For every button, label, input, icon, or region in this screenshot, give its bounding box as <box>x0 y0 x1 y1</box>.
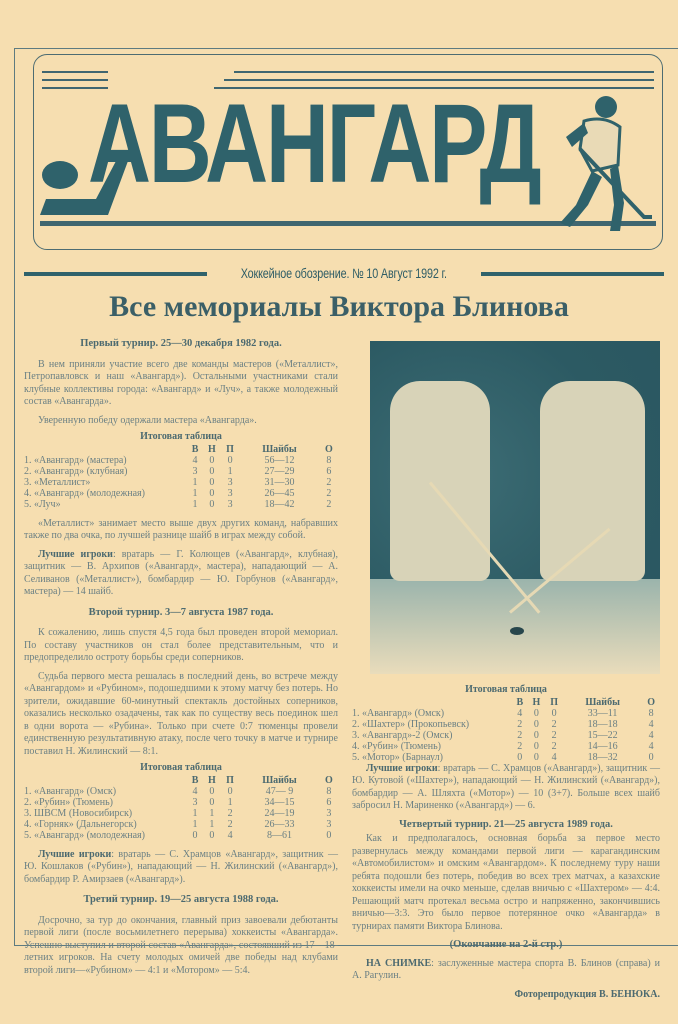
page-headline: Все мемориалы Виктора Блинова <box>109 290 569 323</box>
best-players-2: Лучшие игроки: вратарь — С. Храмцов «Авангард», защитник — Ю. Кошлаков («Рубин»), нападающий — Н. Жилинский («Авангард»), бомбардир Р. Амирзаев («Авангард»). <box>24 848 338 885</box>
tournament-1-heading: Первый турнир. 25—30 декабря 1982 года. <box>80 338 282 349</box>
best-players-3: Лучшие игроки: вратарь — С. Храмцов («Авангард»), защитник — Ю. Кутовой («Шахтер»), нападающий — Н. Жилинский («Авангард»), бомбардир — А. Шляхта («Мотор») — 10 (3+7). Больше всех шайб забросил Н. Мариненко («Авангард») — 6. <box>352 762 660 811</box>
tournament-1-para: В нем приняли участие всего две команды мастеров («Металлист», Петропавловск и наш «Авангард»). Остальными участниками стали клубные коллективы города: «Авангард» и «Луч», а также молодежный состав «Авангарда». <box>24 358 338 407</box>
right-column <box>352 684 660 1001</box>
tournament-2-heading: Второй турнир. 3—7 августа 1987 года. <box>88 606 274 618</box>
masthead-title: АВАНГАРД <box>88 81 540 206</box>
table-row: 5. «Мотор» (Барнаул) 0 0 4 18—32 0 <box>352 751 654 763</box>
table-row: 5. «Авангард» (молодежная) 0 0 4 8—61 0 <box>24 829 332 841</box>
table-title: Итоговая таблица <box>140 762 222 773</box>
best-players-1: Лучшие игроки: вратарь — Г. Колющев («Авангард», клубная), защитник — В. Архипов («Авангард», мастера), нападающий — А. Селиванов («Металлист»), бомбардир — Ю. Горбунов («Авангард», мастера) — 14 шайб. <box>24 548 339 597</box>
standings-table-2: В Н П Шайбы О 1. «Авангард» (Омск) 4 0 0 47— 9 8 2. «Рубин» (Тюмень) 3 0 1 34—15 6 3. ШВСМ (Новосибирск) 1 1 2 24—19 3 4. «Горняк» (Дальнегорск) 1 1 2 26—33 3 5. «Авангард» (молодежная) 0 0 4 8—61 0 <box>24 775 338 841</box>
tournament-2-para: Судьба первого места решалась в последний день, во встрече между «Авангардом» и «Рубином», подошедшими к этому матчу без потерь. Но зрители, ожидавшие 60-минутный спектакль достойных соперников, оказались несколько озадачены, так как по существу весь поединок шел в одни ворота — «Рубина». Только при счете 0:7 тюменцы провели единственную результативную атаку, после чего точку в матче и турнире поставил Н. Жилинский — 8:1. <box>24 670 338 757</box>
puck-icon <box>510 627 524 635</box>
tournament-4-para: Как и предполагалось, основная борьба за первое место развернулась между командами первой лиги — карагандинским «Автомобилистом» и омским «Авангардом». К последнему туру наши ребята подошли без потерь, победив во всех трех матчах, а казахские хоккеисты имели на очко меньше, сделав вничью с «Шахтером» — 4:4. Решающий матч протекал весьма остро и напряженно, закончившись вничью—3:3. Это было первое потерянное очко «Авангарда» в турнирах памяти Виктора Блинова. <box>352 833 660 932</box>
table-title: Итоговая таблица <box>465 684 547 695</box>
tournament-2-para: К сожалению, лишь спустя 4,5 года был проведен второй мемориал. По составу участников он стал более представительным, что и предопределило остроту борьбы среди соперников. <box>24 627 338 663</box>
photo-caption: НА СНИМКЕ: заслуженные мастера спорта В. Блинов (справа) и А. Рагулин. <box>352 957 660 981</box>
table-row: 1. «Авангард» (Омск) 4 0 0 47— 9 8 <box>24 785 332 797</box>
photo-hockey-players <box>370 341 660 674</box>
table-title: Итоговая таблица <box>140 431 222 442</box>
standings-table-3: В Н П Шайбы О 1. «Авангард» (Омск) 4 0 0 33—11 8 2. «Шахтер» (Прокопьевск) 2 0 2 18—18 4 3. «Авангард»-2 (Омск) 2 0 2 15—22 4 4. «Рубин» (Тюмень) 2 0 2 14—16 4 5. «Мотор» (Барнаул) 0 0 4 18—32 0 <box>352 697 660 763</box>
table-row: 4. «Горняк» (Дальнегорск) 1 1 2 26—33 3 <box>24 818 332 830</box>
tournament-1-para: Уверенную победу одержали мастера «Авангарда». <box>38 414 257 426</box>
continued-note: (Окончание на 2-й стр.) <box>449 939 563 950</box>
tournament-3-para: Досрочно, за тур до окончания, главный приз завоевали дебютанты первой лиги (после восьмилетнего перерыва) хоккеисты «Авангарда». Успешно выступил и второй состав «Авангарда», состоявший из 17—18-летних игроков. На счету молодых омичей две победы над клубами второй лиги—«Рубином» — 4:1 и «Мотором» — 5:4. <box>24 914 338 976</box>
table-row: 2. «Авангард» (клубная) 3 0 1 27—29 6 <box>24 465 332 477</box>
table-row: 4. «Авангард» (молодежная) 1 0 3 26—45 2 <box>24 487 332 499</box>
photo-credit: Фоторепродукция В. БЕНЮКА. <box>514 988 660 1000</box>
table-row: 2. «Шахтер» (Прокопьевск) 2 0 2 18—18 4 <box>352 718 654 730</box>
left-column <box>24 338 338 983</box>
table-row: 2. «Рубин» (Тюмень) 3 0 1 34—15 6 <box>24 796 332 808</box>
table-row: 3. «Авангард»-2 (Омск) 2 0 2 15—22 4 <box>352 729 654 741</box>
table-row: 3. ШВСМ (Новосибирск) 1 1 2 24—19 3 <box>24 807 332 819</box>
issue-line <box>24 266 664 281</box>
tournament-4-heading: Четвертый турнир. 21—25 августа 1989 года. <box>399 818 613 830</box>
table-row: 4. «Рубин» (Тюмень) 2 0 2 14—16 4 <box>352 740 654 752</box>
table-row: 3. «Металлист» 1 0 3 31—30 2 <box>24 476 332 488</box>
hockey-player-icon <box>526 93 654 235</box>
standings-table-1: В Н П Шайбы О 1. «Авангард» (мастера) 4 0 0 56—12 8 2. «Авангард» (клубная) 3 0 1 27—29 6 3. «Металлист» 1 0 3 31—30 2 4. «Авангард» (молодежная) 1 0 3 26—45 2 5. «Луч» 1 0 3 18—42 2 <box>24 444 338 510</box>
tournament-1-note: «Металлист» занимает место выше двух других команд, набравших также по два очка, по лучшей разнице шайб в играх между собой. <box>24 517 338 541</box>
table-row: 1. «Авангард» (Омск) 4 0 0 33—11 8 <box>352 707 654 719</box>
table-row: 1. «Авангард» (мастера) 4 0 0 56—12 8 <box>24 454 332 466</box>
table-row: 5. «Луч» 1 0 3 18—42 2 <box>24 498 332 510</box>
issue-text: Хоккейное обозрение. № 10 Август 1992 г. <box>240 266 448 281</box>
tournament-3-heading: Третий турнир. 19—25 августа 1988 года. <box>83 894 279 905</box>
